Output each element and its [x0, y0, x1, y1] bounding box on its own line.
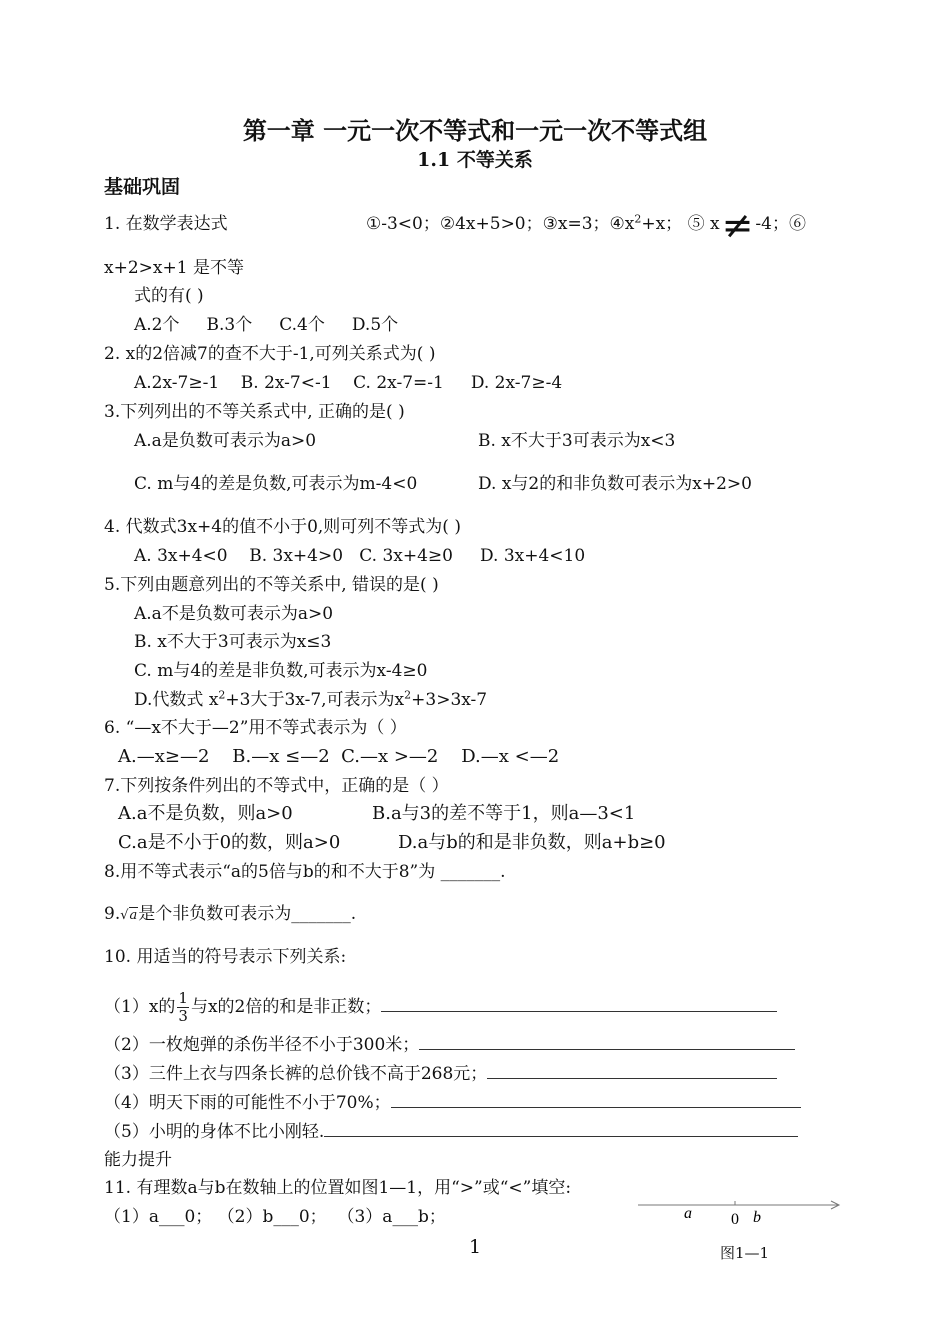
q4-options: A. 3x+4<0 B. 3x+4>0 C. 3x+4≥0 D. 3x+4<10: [134, 546, 586, 566]
answer-blank-2[interactable]: [419, 1033, 795, 1050]
q6-stem: 6. “—x不大于—2”用不等式表示为（ ）: [104, 718, 407, 738]
section-title: 1.1 不等关系: [417, 149, 533, 171]
q8-stem: 8.用不等式表示“a的5倍与b的和不大于8”为 _______.: [104, 862, 506, 882]
fraction-numerator: 1: [178, 989, 188, 1007]
q10-part4: [104, 1091, 801, 1114]
q5-optD-exp2: 2: [404, 688, 412, 702]
q5-option-a: A.a不是负数可表示为a>0: [134, 604, 334, 624]
q10-part2: [104, 1033, 795, 1056]
q10-part1: [104, 990, 777, 1025]
q1-line3: 式的有( ): [134, 286, 204, 306]
q10-part5: [104, 1120, 798, 1143]
q5-optD-a: D.代数式 x: [134, 690, 219, 710]
label-zero: 0: [731, 1211, 739, 1228]
label-b: b: [753, 1209, 761, 1226]
q10-p3-text: （3）三件上衣与四条长裤的总价钱不高于268元；: [104, 1064, 488, 1084]
q6-options: A.—x≥—2 B.—x ≤—2 C.—x >—2 D.—x <—2: [118, 746, 560, 767]
q9-text: 是个非负数可表示为_______.: [138, 904, 357, 924]
answer-blank-5[interactable]: [324, 1120, 798, 1137]
q3-option-c: C. m与4的差是负数,可表示为m-4<0: [134, 474, 418, 494]
q5-optD-exp1: 2: [218, 688, 226, 702]
answer-blank-1[interactable]: [381, 995, 777, 1012]
chapter-title: 第一章 一元一次不等式和一元一次不等式组: [242, 116, 708, 145]
q1-line2: x+2>x+1 是不等: [104, 258, 244, 278]
q1-stem: 1. 在数学表达式: [104, 214, 228, 234]
number-line-figure: [638, 1196, 843, 1236]
q10-p4-text: （4）明天下雨的可能性不小于70%；: [104, 1093, 391, 1113]
q10-stem: 10. 用适当的符号表示下列关系:: [104, 947, 347, 967]
q9-line: [104, 903, 356, 927]
q1-options: A.2个 B.3个 C.4个 D.5个: [134, 315, 399, 335]
answer-blank-4[interactable]: [391, 1091, 801, 1108]
q1-expressions: [366, 202, 806, 247]
q3-option-d: D. x与2的和非负数可表示为x+2>0: [478, 474, 752, 494]
q9-number: 9.: [104, 904, 121, 924]
not-equal-symbol: ≠: [721, 202, 754, 247]
q7-option-b: B.a与3的差不等于1，则a—3<1: [372, 803, 636, 824]
q7-stem: 7.下列按条件列出的不等式中，正确的是（ ）: [104, 776, 449, 796]
q1-expr-c: -4；⑥: [755, 214, 806, 234]
q11-stem: 11. 有理数a与b在数轴上的位置如图1—1，用“>”或“<”填空:: [104, 1178, 572, 1198]
q10-p5-text: （5）小明的身体不比小刚轻.: [104, 1122, 325, 1142]
q10-p1-a: （1）x的: [104, 997, 176, 1017]
q3-stem: 3.下列列出的不等关系式中, 正确的是( ): [104, 402, 405, 422]
section-heading-advanced: 能力提升: [104, 1150, 172, 1170]
q5-option-c: C. m与4的差是非负数,可表示为x-4≥0: [134, 661, 428, 681]
q1-exponent: 2: [634, 212, 642, 226]
q10-part3: [104, 1062, 777, 1085]
q11-parts: （1）a___0； （2）b___0； （3）a___b；: [104, 1207, 446, 1227]
q5-option-d: [134, 689, 487, 711]
q9-radicand: a: [129, 908, 138, 923]
q2-stem: 2. x的2倍减7的查不大于-1,可列关系式为( ): [104, 344, 436, 364]
label-a: a: [684, 1205, 692, 1222]
q3-option-a: A.a是负数可表示为a>0: [134, 431, 317, 451]
q3-option-b: B. x不大于3可表示为x<3: [478, 431, 676, 451]
fraction-denominator: 3: [178, 1007, 188, 1025]
fraction-one-third: [177, 990, 189, 1025]
q10-p2-text: （2）一枚炮弹的杀伤半径不小于300米；: [104, 1035, 420, 1055]
page-number: 1: [468, 1236, 482, 1258]
q5-optD-c: +3>3x-7: [411, 690, 488, 710]
q7-option-a: A.a不是负数，则a>0: [118, 803, 293, 824]
q7-option-d: D.a与b的和是非负数，则a+b≥0: [398, 832, 666, 853]
sqrt-symbol: √a: [120, 908, 138, 923]
q5-option-b: B. x不大于3可表示为x≤3: [134, 632, 332, 652]
q5-stem: 5.下列由题意列出的不等关系中, 错误的是( ): [104, 575, 439, 595]
q1-expr-b: +x； ⑤ x: [641, 214, 720, 234]
q1-expr-a: ①-3<0；②4x+5>0；③x=3；④x: [366, 214, 635, 234]
q4-stem: 4. 代数式3x+4的值不小于0,则可列不等式为( ): [104, 517, 461, 537]
q5-optD-b: +3大于3x-7,可表示为x: [225, 690, 405, 710]
q10-p1-b: 与x的2倍的和是非正数；: [190, 997, 382, 1017]
section-heading-basic: 基础巩固: [104, 176, 181, 198]
answer-blank-3[interactable]: [487, 1062, 777, 1079]
q7-option-c: C.a是不小于0的数，则a>0: [118, 832, 341, 853]
q2-options: A.2x-7≥-1 B. 2x-7<-1 C. 2x-7=-1 D. 2x-7≥-4: [134, 373, 563, 393]
figure-caption: 图1—1: [720, 1244, 770, 1262]
